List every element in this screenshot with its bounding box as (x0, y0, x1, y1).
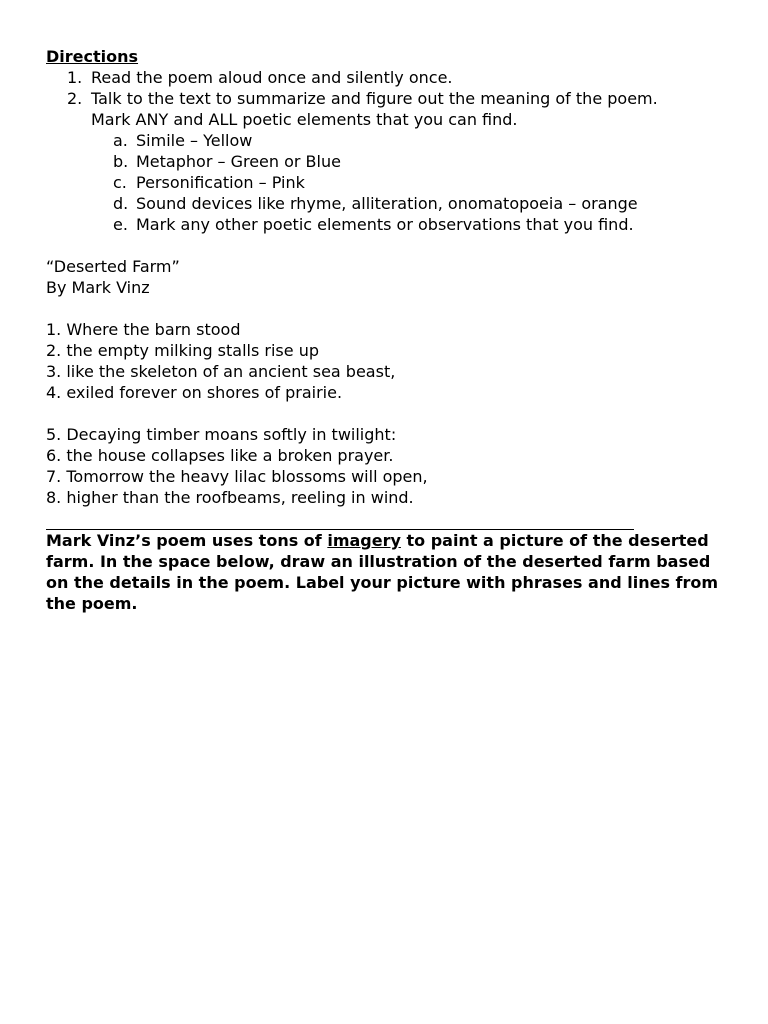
illustration-drawing-area[interactable] (46, 614, 736, 974)
spacer (46, 298, 736, 319)
prompt-text-start: Mark Vinz’s poem uses tons of (46, 531, 328, 550)
poem-line: 1. Where the barn stood (46, 320, 241, 339)
item-letter: e. (113, 215, 128, 234)
poem-title: “Deserted Farm” (46, 257, 180, 276)
item-letter: d. (113, 194, 129, 213)
spacer (46, 403, 736, 424)
item-text: Mark any other poetic elements or observations that you find. (136, 215, 634, 234)
poem-line: 8. higher than the roofbeams, reeling in wind. (46, 488, 414, 507)
prompt-text-end: to paint a picture of the deserted farm. In the space below, draw an illustration of the deserted farm based on the details in the poem. Label your picture with phrases and lines from the poem. (46, 531, 719, 613)
step-text: Read the poem aloud once and silently once. (91, 68, 453, 87)
directions-step (46, 88, 736, 235)
item-letter: b. (113, 152, 129, 171)
poem-stanza-2 (46, 424, 736, 508)
worksheet-page (46, 46, 736, 974)
item-text: Metaphor – Green or Blue (136, 152, 341, 171)
poetic-element-item (91, 151, 736, 172)
directions-list (46, 67, 736, 235)
spacer (46, 235, 736, 256)
poetic-elements-list (91, 130, 736, 235)
poetic-element-item (91, 172, 736, 193)
poetic-element-item (91, 214, 736, 235)
poetic-element-item (91, 193, 736, 214)
answer-divider-line (46, 510, 634, 530)
poem-stanza-1 (46, 319, 736, 403)
prompt-keyword: imagery (327, 531, 401, 550)
illustration-prompt (46, 530, 736, 614)
directions-step (46, 67, 736, 88)
poetic-element-item (91, 130, 736, 151)
poem-line: 3. like the skeleton of an ancient sea beast, (46, 362, 396, 381)
poem-line: 6. the house collapses like a broken prayer. (46, 446, 394, 465)
poem-line: 4. exiled forever on shores of prairie. (46, 383, 343, 402)
item-letter: c. (113, 173, 127, 192)
item-text: Personification – Pink (136, 173, 305, 192)
step-text-continued: Mark ANY and ALL poetic elements that you can find. (91, 110, 518, 129)
poem-line: 2. the empty milking stalls rise up (46, 341, 319, 360)
item-letter: a. (113, 131, 128, 150)
poem-author: By Mark Vinz (46, 278, 150, 297)
poem-line: 5. Decaying timber moans softly in twilight: (46, 425, 397, 444)
item-text: Simile – Yellow (136, 131, 253, 150)
step-number: 1. (67, 68, 83, 87)
poem-line: 7. Tomorrow the heavy lilac blossoms will open, (46, 467, 428, 486)
directions-heading: Directions (46, 47, 139, 66)
item-text: Sound devices like rhyme, alliteration, onomatopoeia – orange (136, 194, 638, 213)
step-text: Talk to the text to summarize and figure out the meaning of the poem. (91, 89, 658, 108)
step-number: 2. (67, 89, 83, 108)
